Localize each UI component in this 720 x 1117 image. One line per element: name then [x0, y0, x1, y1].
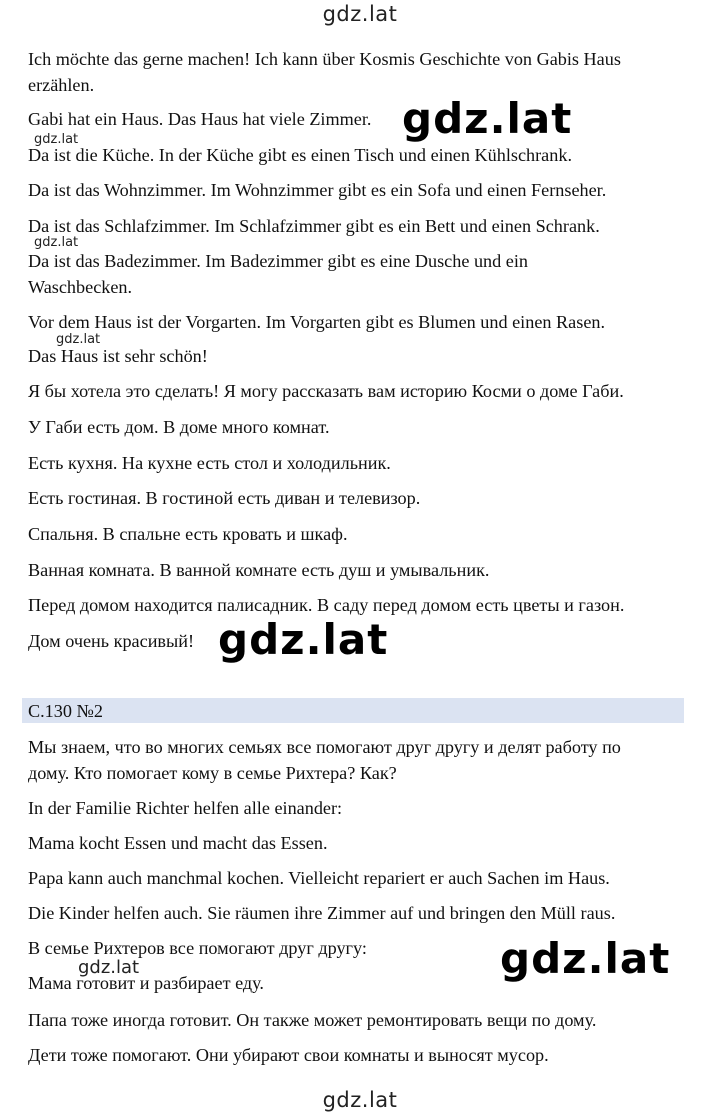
german-paragraph-2: Da ist die Küche. In der Küche gibt es einen Tisch und einen Kühlschrank.	[28, 145, 572, 165]
watermark-large: gdz.lat	[214, 617, 392, 663]
german-paragraph-7: Das Haus ist sehr schön!	[28, 346, 208, 366]
footer-watermark: gdz.lat	[322, 1088, 398, 1112]
russian-answer-1: В семье Рихтеров все помогают друг другу:	[28, 938, 367, 958]
watermark-large: gdz.lat	[398, 96, 576, 142]
german-intro-line1: Ich möchte das gerne machen! Ich kann über Kosmis Geschichte von Gabis Haus	[28, 49, 621, 69]
russian-line-0: Я бы хотела это сделать! Я могу рассказать вам историю Косми о доме Габи.	[28, 381, 624, 401]
russian-line-3: Есть гостиная. В гостиной есть диван и телевизор.	[28, 488, 421, 508]
watermark-large: gdz.lat	[496, 936, 674, 982]
section-heading-bar	[22, 698, 684, 723]
watermark-small: gdz.lat	[34, 235, 79, 250]
task-line-2: дому. Кто помогает кому в семье Рихтера? Как?	[28, 763, 397, 783]
german-paragraph-5-line1: Da ist das Badezimmer. Im Badezimmer gibt es eine Dusche und ein	[28, 251, 529, 271]
russian-answer-2: Мама готовит и разбирает еду.	[28, 973, 264, 993]
german-paragraph-6: Vor dem Haus ist der Vorgarten. Im Vorgarten gibt es Blumen und einen Rasen.	[28, 312, 606, 332]
russian-answer-4: Дети тоже помогают. Они убирают свои комнаты и выносят мусор.	[28, 1045, 549, 1065]
russian-answer-3: Папа тоже иногда готовит. Он также может ремонтировать вещи по дому.	[28, 1010, 597, 1030]
german-intro-line2: erzählen.	[28, 75, 95, 95]
german-paragraph-5-line2: Waschbecken.	[28, 277, 133, 297]
section-heading: С.130 №2	[28, 701, 103, 721]
russian-line-5: Ванная комната. В ванной комнате есть душ и умывальник.	[28, 560, 490, 580]
watermark-small: gdz.lat	[56, 332, 101, 347]
russian-line-6: Перед домом находится палисадник. В саду перед домом есть цветы и газон.	[28, 595, 625, 615]
german-paragraph-1: Gabi hat ein Haus. Das Haus hat viele Zimmer.	[28, 109, 372, 129]
german-answer-2: Mama kocht Essen und macht das Essen.	[28, 833, 328, 853]
russian-line-1: У Габи есть дом. В доме много комнат.	[28, 417, 330, 437]
watermark-small: gdz.lat	[78, 957, 140, 978]
russian-line-7: Дом очень красивый!	[28, 631, 195, 651]
task-line-1: Мы знаем, что во многих семьях все помогают друг другу и делят работу по	[28, 737, 621, 757]
german-paragraph-3: Da ist das Wohnzimmer. Im Wohnzimmer gibt es ein Sofa und einen Fernseher.	[28, 180, 607, 200]
german-answer-1: In der Familie Richter helfen alle einander:	[28, 798, 343, 818]
russian-line-2: Есть кухня. На кухне есть стол и холодильник.	[28, 453, 391, 473]
russian-line-4: Спальня. В спальне есть кровать и шкаф.	[28, 524, 348, 544]
german-answer-3: Papa kann auch manchmal kochen. Vielleicht repariert er auch Sachen im Haus.	[28, 868, 610, 888]
header-watermark: gdz.lat	[322, 2, 398, 26]
watermark-small: gdz.lat	[34, 132, 79, 147]
german-paragraph-4: Da ist das Schlafzimmer. Im Schlafzimmer gibt es ein Bett und einen Schrank.	[28, 216, 600, 236]
german-answer-4: Die Kinder helfen auch. Sie räumen ihre Zimmer auf und bringen den Müll raus.	[28, 903, 616, 923]
